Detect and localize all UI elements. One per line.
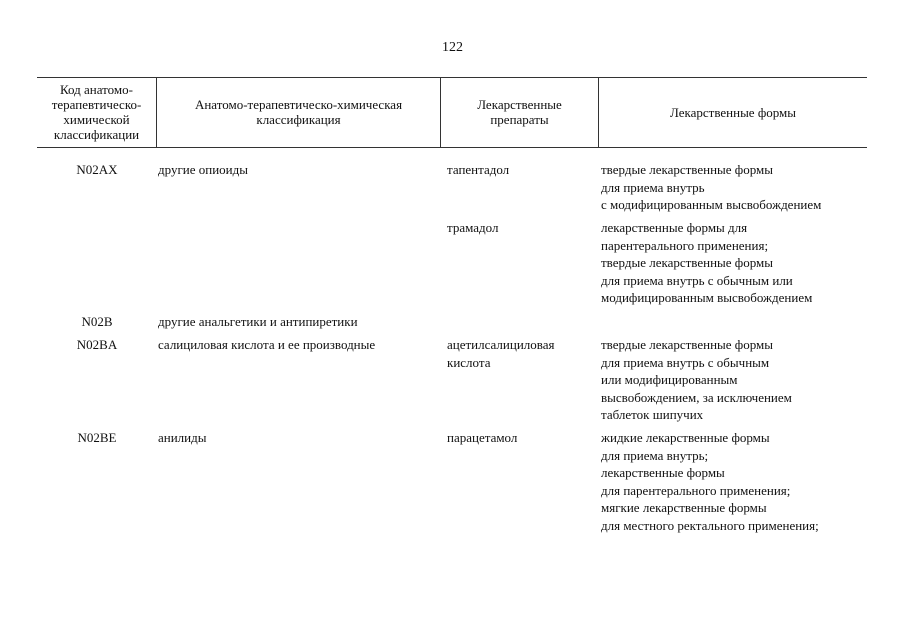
header-drugs: Лекарственные препараты <box>477 97 562 127</box>
forms-cell: твердые лекарственные формы для приема внутрь с модифицированным высвобождением <box>601 162 822 212</box>
classification-cell: анилиды <box>158 430 207 445</box>
atc-code: N02B <box>81 314 113 329</box>
classification-cell: салициловая кислота и ее производные <box>158 337 376 352</box>
drug-cell: ацетилсалициловая кислота <box>447 337 555 370</box>
forms-cell: лекарственные формы для парентерального применения; твердые лекарственные формы для приема внутрь с обычным или модифицированным высвобождением <box>601 220 813 305</box>
header-code: Код анатомо- терапевтическо- химической классификации <box>51 82 142 142</box>
page-number: 122 <box>442 40 463 55</box>
forms-cell: твердые лекарственные формы для приема внутрь с обычным или модифицированным высвобождением, за исключением таблеток шипучих <box>601 337 792 422</box>
atc-code: N02BA <box>76 337 118 352</box>
classification-cell: другие анальгетики и антипиретики <box>158 314 358 329</box>
drug-cell: трамадол <box>447 220 499 235</box>
header-classification: Анатомо-терапевтическо-химическая классификация <box>194 97 403 127</box>
forms-cell: жидкие лекарственные формы для приема внутрь; лекарственные формы для парентерального применения; мягкие лекарственные формы для местного ректального применения; <box>601 430 819 533</box>
atc-code: N02BE <box>77 430 117 445</box>
header-forms: Лекарственные формы <box>669 104 797 120</box>
header-bottom-rule <box>37 147 867 148</box>
drug-cell: тапентадол <box>447 162 510 177</box>
classification-cell: другие опиоиды <box>158 162 248 177</box>
atc-code: N02AX <box>76 162 118 177</box>
drug-cell: парацетамол <box>447 430 518 445</box>
